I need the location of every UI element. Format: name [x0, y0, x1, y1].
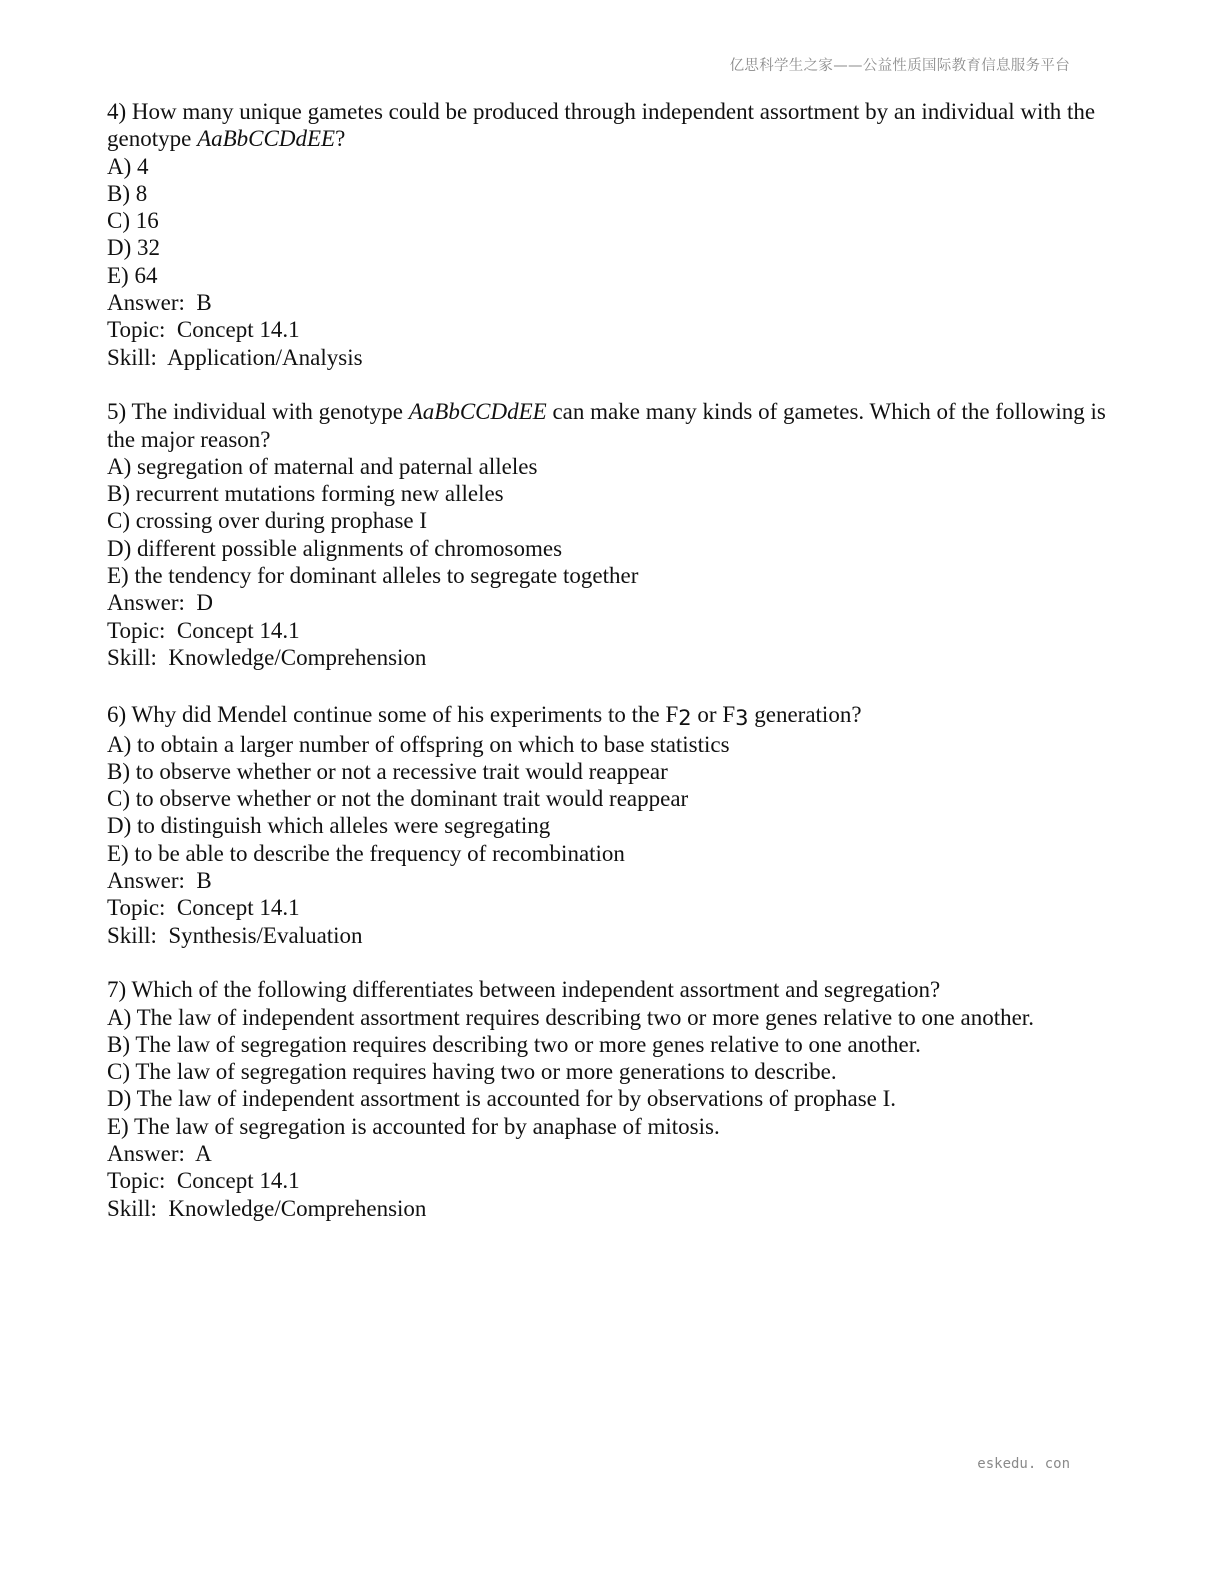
- question-7-option-a: A) The law of independent assortment requires describing two or more genes relative to one another.: [107, 1004, 1034, 1030]
- question-6-option-a: A) to obtain a larger number of offspring on which to base statistics: [107, 731, 730, 757]
- question-7-stem: 7) Which of the following differentiates between independent assortment and segregation?: [107, 977, 941, 1003]
- question-4-skill: Skill: Application/Analysis: [107, 344, 363, 370]
- question-5-genotype: AaBbCCDdEE: [408, 399, 547, 425]
- question-7-answer: Answer: A: [107, 1140, 212, 1166]
- question-4-option-c: C) 16: [107, 208, 159, 234]
- question-4-topic: Topic: Concept 14.1: [107, 317, 300, 343]
- question-5-answer: Answer: D: [107, 590, 214, 616]
- question-6-stem-text: 6) Why did Mendel continue some of his experiments to the F: [107, 701, 679, 727]
- question-list: [107, 98, 1117, 1249]
- question-5-stem-text: 5) The individual with genotype: [107, 399, 409, 425]
- question-5-stem: [107, 398, 1117, 453]
- question-6-generation-f3: 3: [735, 705, 749, 730]
- question-6-option-d: D) to distinguish which alleles were segregating: [107, 813, 551, 839]
- question-7-skill: Skill: Knowledge/Comprehension: [107, 1195, 427, 1221]
- question-4-stem-end: ?: [335, 126, 346, 152]
- question-6: [107, 699, 1117, 949]
- question-6-skill: Skill: Synthesis/Evaluation: [107, 922, 363, 948]
- question-6-option-b: B) to observe whether or not a recessive trait would reappear: [107, 758, 668, 784]
- question-4-stem-text: 4) How many unique gametes could be produced through independent assortment by an individual with the genotype: [107, 99, 1096, 152]
- question-5: [107, 398, 1117, 671]
- question-6-stem-or: or F: [691, 701, 736, 727]
- question-5-stem-end: can make many kinds of gametes. Which of the following is the major reason?: [107, 399, 1106, 452]
- question-6-stem-end: generation?: [748, 701, 862, 727]
- question-4-option-d: D) 32: [107, 235, 161, 261]
- footer-site-url: eskedu. con: [977, 1456, 1070, 1472]
- question-7-option-e: E) The law of segregation is accounted for by anaphase of mitosis.: [107, 1113, 720, 1139]
- question-5-option-d: D) different possible alignments of chromosomes: [107, 535, 563, 561]
- question-5-option-c: C) crossing over during prophase I: [107, 508, 428, 534]
- question-4-genotype: AaBbCCDdEE: [197, 126, 336, 152]
- header-site-name: 亿思科学生之家——公益性质国际教育信息服务平台: [729, 58, 1070, 74]
- question-7-topic: Topic: Concept 14.1: [107, 1168, 300, 1194]
- question-5-skill: Skill: Knowledge/Comprehension: [107, 644, 427, 670]
- question-7-option-c: C) The law of segregation requires having two or more generations to describe.: [107, 1059, 837, 1085]
- question-5-topic: Topic: Concept 14.1: [107, 617, 300, 643]
- question-4: [107, 98, 1117, 371]
- question-5-option-e: E) the tendency for dominant alleles to segregate together: [107, 563, 639, 589]
- question-7: [107, 976, 1117, 1222]
- question-4-option-b: B) 8: [107, 180, 148, 206]
- question-6-answer: Answer: B: [107, 868, 212, 894]
- question-6-option-e: E) to be able to describe the frequency of recombination: [107, 840, 625, 866]
- question-4-stem: [107, 98, 1117, 153]
- question-4-option-a: A) 4: [107, 153, 149, 179]
- question-6-option-c: C) to observe whether or not the dominant trait would reappear: [107, 786, 689, 812]
- question-6-generation-f2: 2: [678, 705, 692, 730]
- question-6-topic: Topic: Concept 14.1: [107, 895, 300, 921]
- question-4-option-e: E) 64: [107, 262, 158, 288]
- question-4-answer: Answer: B: [107, 290, 212, 316]
- question-7-option-b: B) The law of segregation requires describing two or more genes relative to one another.: [107, 1031, 921, 1057]
- question-5-option-a: A) segregation of maternal and paternal alleles: [107, 453, 538, 479]
- question-5-option-b: B) recurrent mutations forming new alleles: [107, 481, 504, 507]
- question-7-option-d: D) The law of independent assortment is accounted for by observations of prophase I.: [107, 1086, 897, 1112]
- question-6-stem: [107, 699, 1117, 731]
